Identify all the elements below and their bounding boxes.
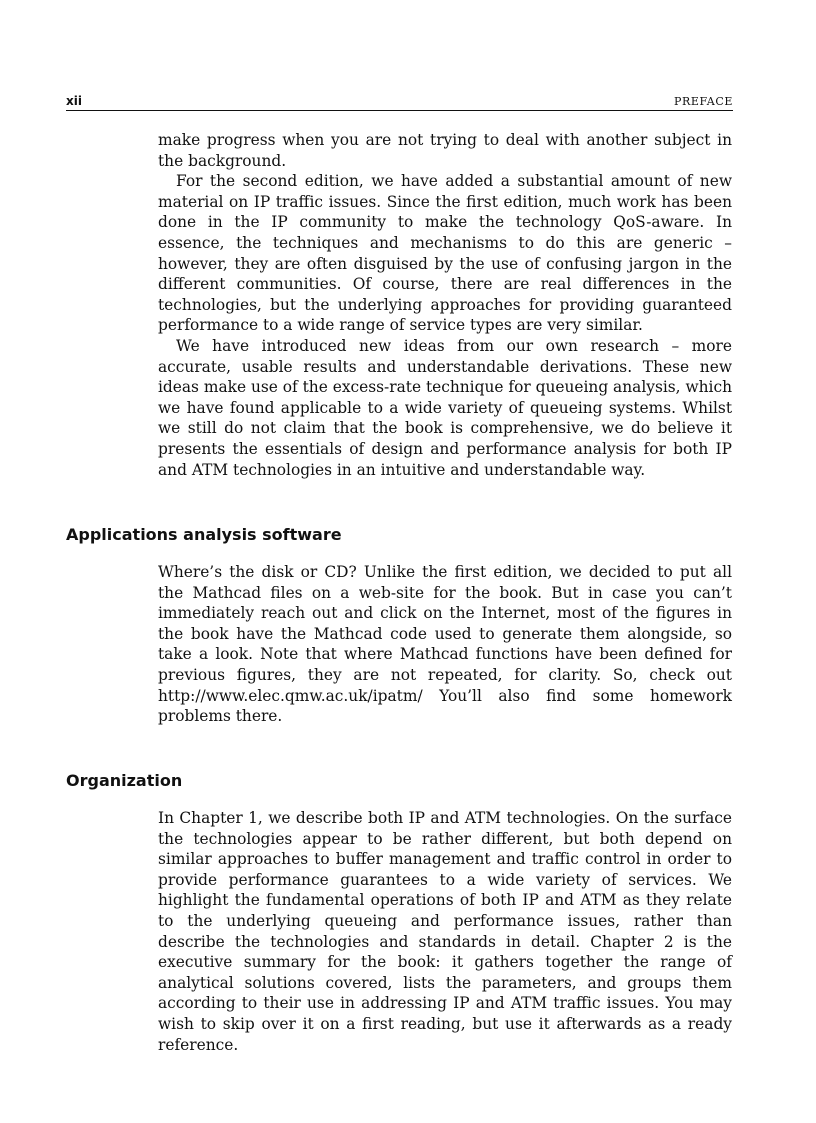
intro-text: [158, 130, 732, 480]
page-number: xii: [66, 94, 82, 108]
section-heading-organization: Organization: [66, 771, 183, 790]
intro-paragraph-3: We have introduced new ideas from our own research – more accurate, usable results and understandable derivations. These new ideas make use of the excess-rate technique for queueing analysis, which we have found applicable to a wide variety of queueing systems. Whilst we still do not claim that the book is comprehensive, we do believe it presents the essentials of design and performance analysis for both IP and ATM technologies in an intuitive and understandable way.: [158, 336, 732, 479]
section-heading-software: Applications analysis software: [66, 525, 342, 544]
organization-paragraph: In Chapter 1, we describe both IP and ATM technologies. On the surface the technologies appear to be rather different, but both depend on similar approaches to buffer management and traffic control in order to provide performance guarantees to a wide variety of services. We highlight the fundamental operations of both IP and ATM as they relate to the underlying queueing and performance issues, rather than describe the technologies and standards in detail. Chapter 2 is the executive summary for the book: it gathers together the range of analytical solutions covered, lists the parameters, and groups them according to their use in addressing IP and ATM traffic issues. You may wish to skip over it on a first reading, but use it afterwards as a ready reference.: [158, 809, 732, 1054]
running-head: PREFACE: [674, 95, 733, 108]
software-text: [158, 562, 732, 727]
software-paragraph: Where’s the disk or CD? Unlike the first edition, we decided to put all the Mathcad files on a web-site for the book. But in case you can’t immediately reach out and click on the Internet, most of the figures in the book have the Mathcad code used to generate them alongside, so take a look. Note that where Mathcad functions have been defined for previous figures, they are not repeated, for clarity. So, check out http://www.elec.qmw.ac.uk/ipatm/ You’ll also find some homework problems there.: [158, 563, 732, 726]
intro-paragraph-1: make progress when you are not trying to deal with another subject in the background.: [158, 131, 732, 170]
page-header: [66, 94, 733, 111]
organization-text: [158, 808, 732, 1055]
intro-paragraph-2: For the second edition, we have added a substantial amount of new material on IP traffic issues. Since the first edition, much work has been done in the IP community to make the technology QoS-aware. In essence, the techniques and mechanisms to do this are generic – however, they are often disguised by the use of confusing jargon in the different communities. Of course, there are real differences in the technologies, but the underlying approaches for providing guaranteed performance to a wide range of service types are very similar.: [158, 172, 732, 335]
